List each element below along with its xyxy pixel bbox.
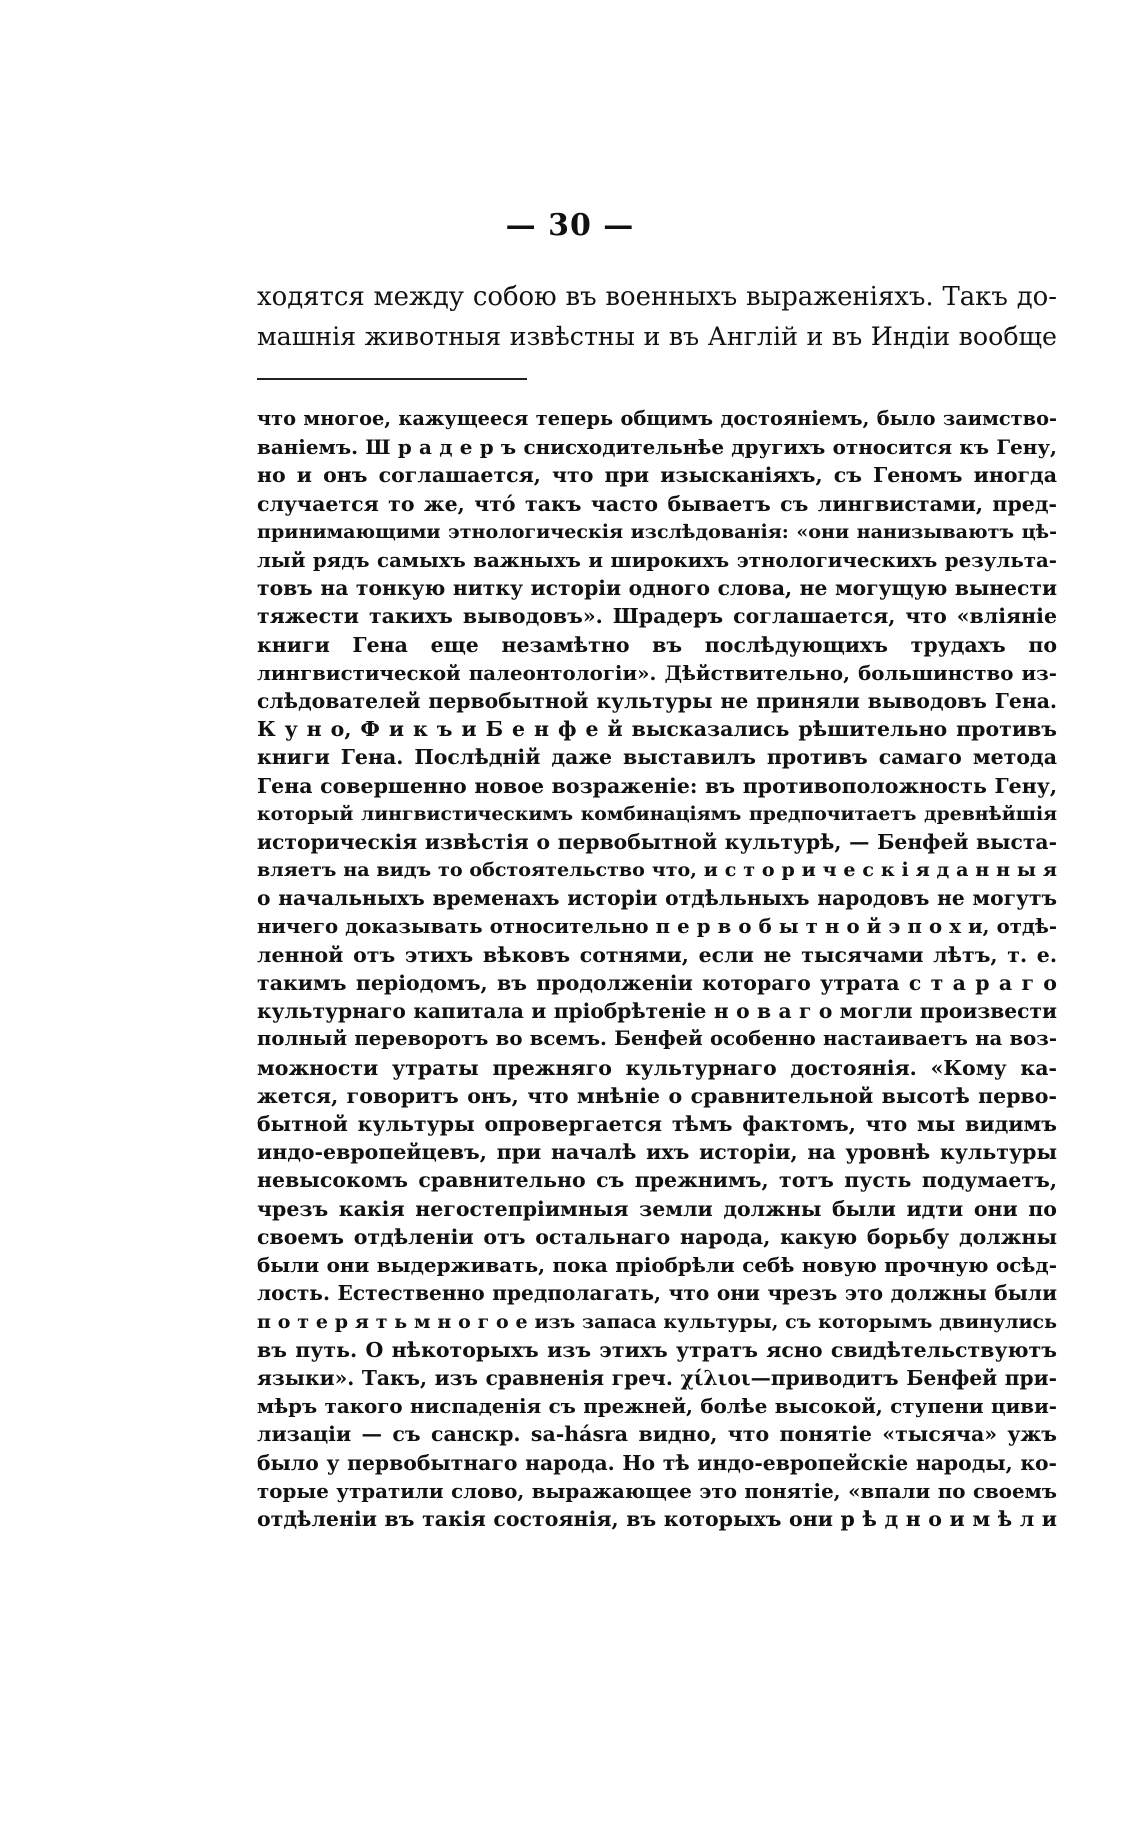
footnote-divider [257, 378, 527, 380]
footnote-line: но и онъ соглашается, что при изысканіяхъ, съ Геномъ иногда [257, 463, 1057, 488]
footnote-line: своемъ отдѣленіи отъ остальнаго народа, какую борьбу должны [257, 1224, 1057, 1249]
footnote-line: лость. Естественно предполагать, что они чрезъ это должны были [257, 1281, 1057, 1306]
footnote-line: что многое, кажущееся теперь общимъ достояніемъ, было заимство- [257, 407, 1057, 430]
footnote [257, 405, 1057, 1533]
footnote-line: индо-европейцевъ, при началѣ ихъ исторіи, на уровнѣ культуры [257, 1140, 1057, 1165]
footnote-line: тяжести такихъ выводовъ». Шрадеръ соглашается, что «вліяніе [257, 604, 1057, 629]
footnote-line: были они выдерживать, пока пріобрѣли себѣ новую прочную осѣд- [257, 1253, 1057, 1278]
footnote-line: чрезъ какія негостепріимныя земли должны были идти они по [257, 1196, 1057, 1221]
footnote-line: ничего доказывать относительно п е р в о б ы т н о й э п о х и, отдѣ- [257, 914, 1057, 938]
footnote-line: торые утратили слово, выражающее это понятіе, «впали по своемъ [257, 1478, 1057, 1503]
footnote-line: лизаціи — съ санскр. sa-hásra видно, что понятіе «тысяча» ужъ [257, 1422, 1057, 1447]
footnote-line: ваніемъ. Ш р а д е р ъ снисходительнѣе другихъ относится къ Гену, [257, 435, 1057, 460]
footnote-line: было у первобытнаго народа. Но тѣ индо-европейскіе народы, ко- [257, 1450, 1057, 1475]
footnote-line: ленной отъ этихъ вѣковъ сотнями, если не тысячами лѣтъ, т. е. [257, 942, 1057, 967]
footnote-line: полный переворотъ во всемъ. Бенфей особенно настаиваетъ на воз- [257, 1027, 1057, 1051]
footnote-line: бытной культуры опровергается тѣмъ фактомъ, что мы видимъ [257, 1112, 1057, 1137]
footnote-line: въ путь. О нѣкоторыхъ изъ этихъ утратъ ясно свидѣтельствуютъ [257, 1337, 1057, 1362]
footnote-line: отдѣленіи въ такія состоянія, въ которыхъ они р ѣ д н о и м ѣ л и [257, 1506, 1057, 1531]
footnote-line: п о т е р я т ь м н о г о е изъ запаса культуры, съ которымъ двинулись [257, 1310, 1057, 1333]
footnote-line: Гена совершенно новое возраженіе: въ противоположность Гену, [257, 773, 1057, 798]
main-text-line: ходятся между собою въ военныхъ выраженіяхъ. Такъ до- [257, 282, 1057, 312]
footnote-line: языки». Такъ, изъ сравненія греч. χίλιοι—приводитъ Бенфей при- [257, 1365, 1057, 1390]
footnote-line: культурнаго капитала и пріобрѣтеніе н о в а г о могли произвести [257, 999, 1057, 1024]
footnote-line: слѣдователей первобытной культуры не приняли выводовъ Гена. [257, 689, 1057, 714]
footnote-line: историческія извѣстія о первобытной культурѣ, — Бенфей выста- [257, 830, 1057, 855]
footnote-line: можности утраты прежняго культурнаго достоянія. «Кому ка- [257, 1055, 1057, 1080]
footnote-line: принимающими этнологическія изслѣдованія: «они нанизываютъ цѣ- [257, 520, 1057, 543]
footnote-line: случается то же, чтó такъ часто бываетъ съ лингвистами, пред- [257, 491, 1057, 516]
footnote-line: лингвистической палеонтологіи». Дѣйствительно, большинство из- [257, 660, 1057, 685]
footnote-line: о начальныхъ временахъ исторіи отдѣльныхъ народовъ не могутъ [257, 886, 1057, 911]
footnote-line: книги Гена еще незамѣтно въ послѣдующихъ трудахъ по [257, 632, 1057, 657]
footnote-line: вляетъ на видъ то обстоятельство что, и с т о р и ч е с к і я д а н н ы я [257, 859, 1057, 882]
footnote-line: лый рядъ самыхъ важныхъ и широкихъ этнологическихъ результа- [257, 548, 1057, 573]
footnote-line: невысокомъ сравнительно съ прежнимъ, тотъ пусть подумаетъ, [257, 1168, 1057, 1193]
main-text [257, 278, 1057, 356]
footnote-line: который лингвистическимъ комбинаціямъ предпочитаетъ древнѣйшія [257, 802, 1057, 825]
footnote-line: жется, говоритъ онъ, что мнѣніе о сравнительной высотѣ перво- [257, 1083, 1057, 1108]
page-number: — 30 — [505, 208, 635, 243]
footnote-line: книги Гена. Послѣдній даже выставилъ противъ самаго метода [257, 745, 1057, 770]
footnote-line: товъ на тонкую нитку исторіи одного слова, не могущую вынести [257, 576, 1057, 601]
footnote-line: мѣръ такого ниспаденія съ прежней, болѣе высокой, ступени циви- [257, 1394, 1057, 1419]
main-text-line: машнія животныя извѣстны и въ Англій и въ Индіи вообще [257, 322, 1057, 351]
footnote-line: К у н о, Ф и к ъ и Б е н ф е й высказались рѣшительно противъ [257, 717, 1057, 742]
footnote-line: такимъ періодомъ, въ продолженіи котораго утрата с т а р а г о [257, 971, 1057, 996]
